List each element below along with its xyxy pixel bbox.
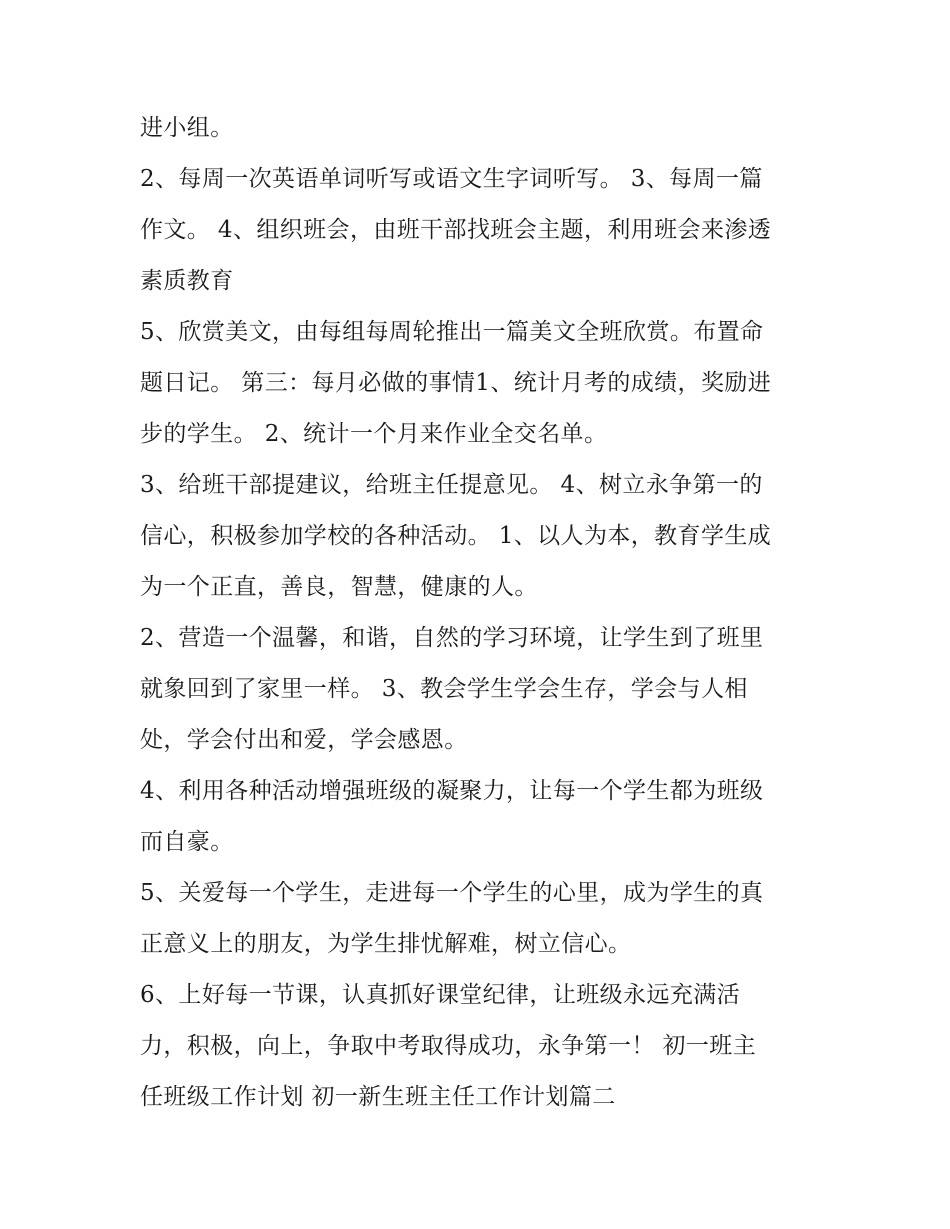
text-line: 2、每周一次英语单词听写或语文生字词听写。 3、每周一篇 [140, 166, 763, 192]
text-line: 步的学生。 2、统计一个月来作业全交名单。 [140, 421, 608, 447]
text-line: 5、欣赏美文，由每组每周轮推出一篇美文全班欣赏。布置命 [140, 319, 764, 345]
text-line: 任班级工作计划 初一新生班主任工作计划篇二 [140, 1084, 616, 1110]
text-line: 处，学会付出和爱，学会感恩。 [140, 727, 468, 753]
text-line: 素质教育 [140, 268, 234, 294]
text-line: 信心，积极参加学校的各种活动。 1、以人为本，教育学生成 [140, 523, 772, 549]
text-line: 6、上好每一节课，认真抓好课堂纪律，让班级永远充满活 [140, 982, 741, 1008]
text-line: 力，积极，向上，争取中考取得成功，永争第一！ 初一班主 [140, 1033, 757, 1059]
text-line: 作文。 4、组织班会，由班干部找班会主题，利用班会来渗透 [140, 217, 772, 243]
text-line: 4、利用各种活动增强班级的凝聚力，让每一个学生都为班级 [140, 778, 764, 804]
text-line: 就象回到了家里一样。 3、教会学生学会生存，学会与人相 [140, 676, 748, 702]
document-body [140, 103, 820, 1123]
text-line: 5、关爱每一个学生，走进每一个学生的心里，成为学生的真 [140, 880, 764, 906]
text-line: 而自豪。 [140, 829, 234, 855]
text-line: 正意义上的朋友，为学生排忧解难，树立信心。 [140, 931, 632, 957]
text-line: 3、给班干部提建议，给班主任提意见。 4、树立永争第一的 [140, 472, 763, 498]
text-line: 为一个正直，善良，智慧，健康的人。 [140, 574, 538, 600]
text-line: 题日记。 第三：每月必做的事情1、统计月考的成绩，奖励进 [140, 370, 772, 396]
text-line: 2、营造一个温馨，和谐，自然的学习环境，让学生到了班里 [140, 625, 764, 651]
text-line: 进小组。 [140, 115, 234, 141]
